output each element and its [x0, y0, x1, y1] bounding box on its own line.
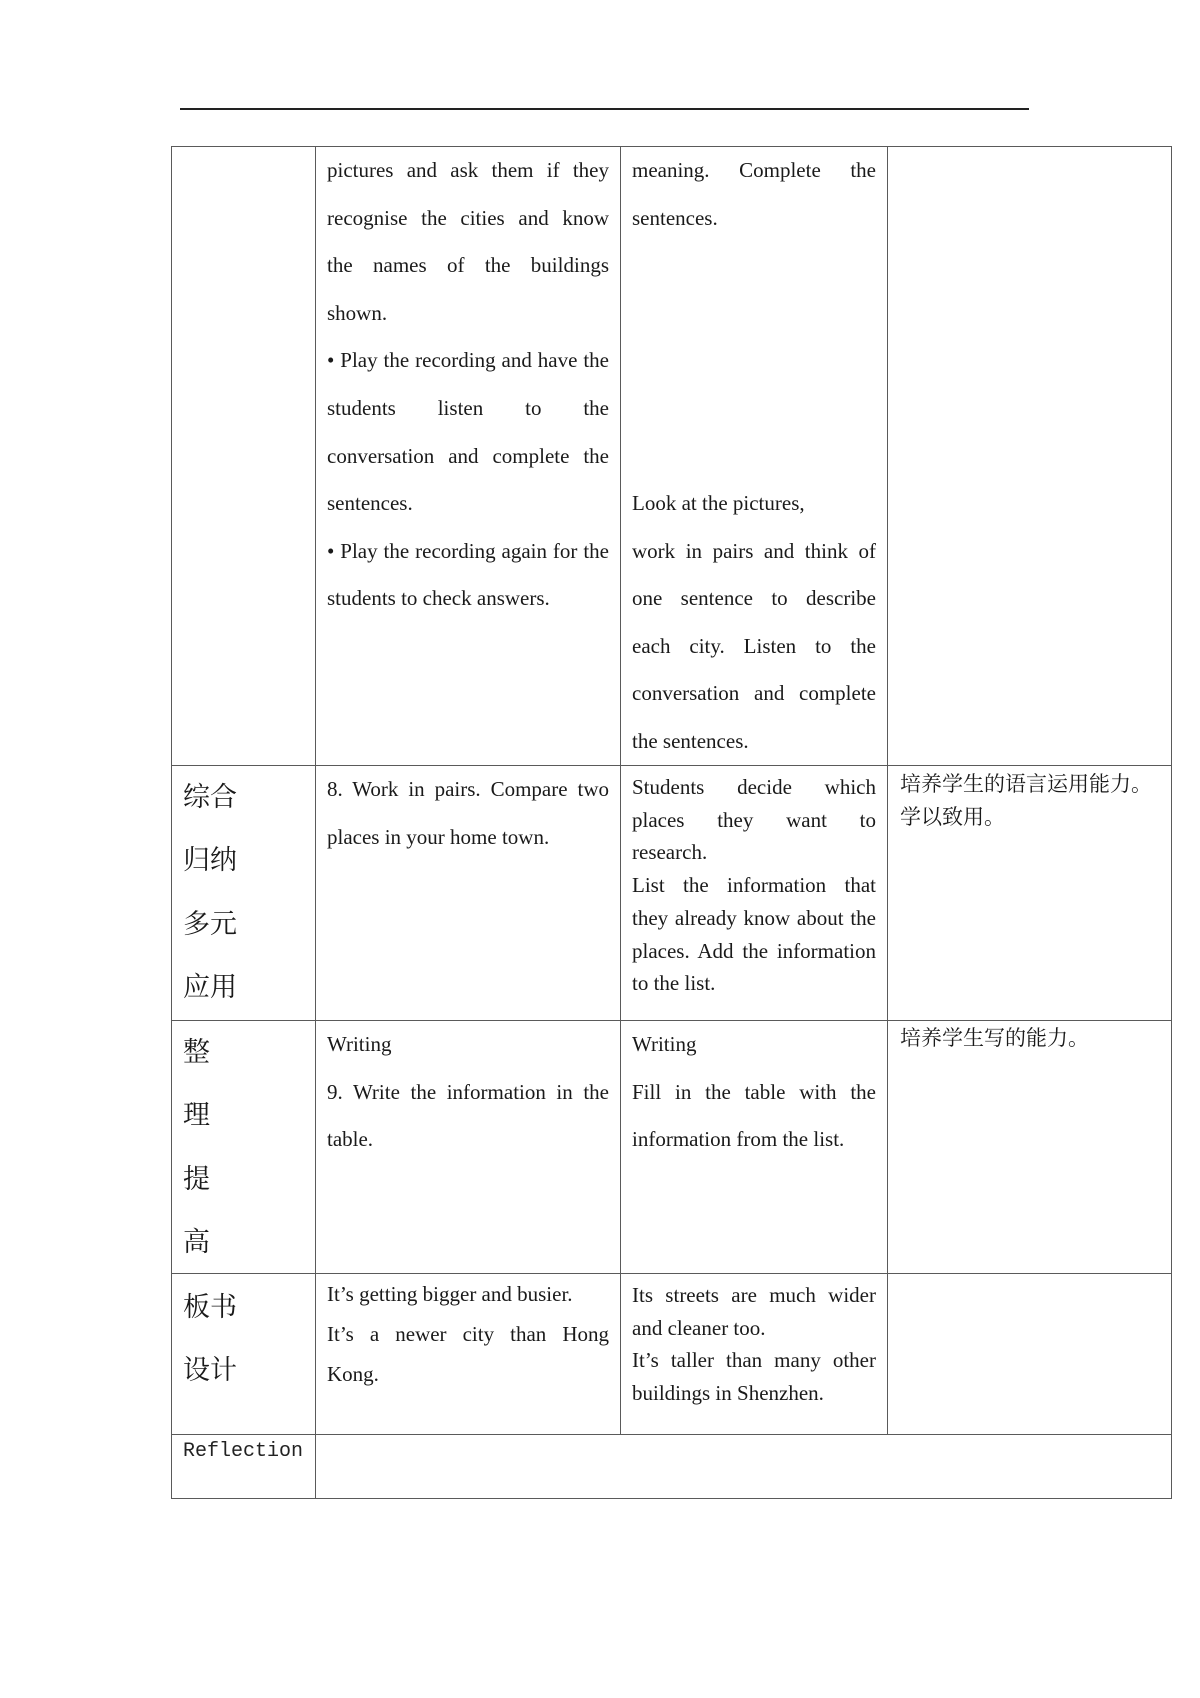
student-activity-line: List the information that: [632, 873, 876, 898]
stage-label-line: 提: [183, 1163, 210, 1194]
header-rule: [180, 108, 1029, 110]
stage-label-line: 应用: [183, 971, 237, 1002]
design-purpose-cell: [887, 765, 1172, 1021]
reflection-label: Reflection: [183, 1440, 304, 1463]
design-purpose-line: 培养学生的语言运用能力。: [900, 772, 1152, 796]
stage-cell: [171, 1434, 316, 1499]
stage-label-line: 整: [183, 1037, 210, 1067]
teacher-activity-line: It’s a newer city than Hong: [327, 1321, 609, 1346]
student-activity-line: work in pairs and think of: [632, 538, 876, 563]
student-activity-line: they already know about the: [632, 905, 876, 930]
student-activity-cell: [620, 1020, 888, 1274]
student-activity-line: one sentence to describe: [632, 586, 876, 611]
stage-label-line: 综合: [183, 782, 237, 812]
stage-label-line: 归纳: [183, 845, 237, 876]
lesson-plan-table: [171, 146, 1172, 1499]
student-activity-cell: [620, 146, 888, 766]
student-activity-line: conversation and complete: [632, 681, 876, 706]
teacher-activity-cell: [315, 765, 621, 1021]
teacher-activity-line: It’s getting bigger and busier.: [327, 1282, 573, 1306]
student-activity-line: Students decide which: [632, 775, 876, 799]
stage-label-line: 设计: [183, 1355, 237, 1386]
reflection-content-cell: [315, 1434, 1172, 1499]
stage-cell: [171, 1273, 316, 1435]
design-purpose-cell: [887, 1273, 1172, 1435]
teacher-activity-line: the names of the buildings: [327, 253, 609, 278]
student-activity-line: research.: [632, 840, 708, 865]
teacher-activity-line: 8. Work in pairs. Compare two: [327, 777, 609, 801]
student-activity-line: Writing: [632, 1032, 697, 1056]
teacher-activity-line: • Play the recording again for the: [327, 538, 609, 563]
teacher-activity-line: Writing: [327, 1032, 392, 1056]
teacher-activity-line: Kong.: [327, 1361, 379, 1386]
design-purpose-cell: [887, 146, 1172, 766]
teacher-activity-cell: [315, 146, 621, 766]
student-activity-line: each city. Listen to the: [632, 633, 876, 658]
student-activity-line: places they want to: [632, 807, 876, 832]
teacher-activity-line: table.: [327, 1127, 374, 1152]
stage-cell: [171, 1020, 316, 1274]
stage-cell: [171, 146, 316, 766]
teacher-activity-line: 9. Write the information in the: [327, 1079, 609, 1104]
student-activity-line: It’s taller than many other: [632, 1348, 876, 1373]
student-activity-line: Its streets are much wider: [632, 1283, 876, 1307]
teacher-activity-line: sentences.: [327, 491, 413, 516]
student-activity-line: Look at the pictures,: [632, 491, 805, 515]
teacher-activity-line: conversation and complete the: [327, 443, 609, 468]
student-activity-line: sentences.: [632, 205, 718, 230]
teacher-activity-cell: [315, 1273, 621, 1435]
design-purpose-line: 学以致用。: [900, 804, 1005, 829]
stage-label-line: 理: [183, 1100, 210, 1131]
stage-label-line: 板书: [183, 1292, 237, 1322]
student-activity-block: [632, 480, 876, 766]
design-purpose-line: 培养学生写的能力。: [900, 1026, 1089, 1050]
student-activity-line: and cleaner too.: [632, 1315, 766, 1340]
stage-label-line: 高: [183, 1226, 210, 1257]
student-activity-cell: [620, 765, 888, 1021]
teacher-activity-line: recognise the cities and know: [327, 205, 609, 230]
student-activity-cell: [620, 1273, 888, 1435]
student-activity-line: the sentences.: [632, 728, 749, 753]
student-activity-line: places. Add the information: [632, 938, 876, 963]
student-activity-line: buildings in Shenzhen.: [632, 1381, 824, 1406]
teacher-activity-line: pictures and ask them if they: [327, 158, 609, 182]
teacher-activity-line: • Play the recording and have the: [327, 348, 609, 373]
teacher-activity-line: students to check answers.: [327, 586, 550, 611]
stage-label-line: 多元: [183, 908, 237, 939]
student-activity-line: information from the list.: [632, 1127, 845, 1152]
teacher-activity-line: places in your home town.: [327, 824, 550, 849]
teacher-activity-line: shown.: [327, 300, 388, 325]
design-purpose-cell: [887, 1020, 1172, 1274]
student-activity-line: meaning. Complete the: [632, 158, 876, 182]
teacher-activity-cell: [315, 1020, 621, 1274]
student-activity-line: Fill in the table with the: [632, 1079, 876, 1104]
teacher-activity-line: students listen to the: [327, 395, 609, 420]
stage-cell: [171, 765, 316, 1021]
student-activity-line: to the list.: [632, 971, 716, 996]
